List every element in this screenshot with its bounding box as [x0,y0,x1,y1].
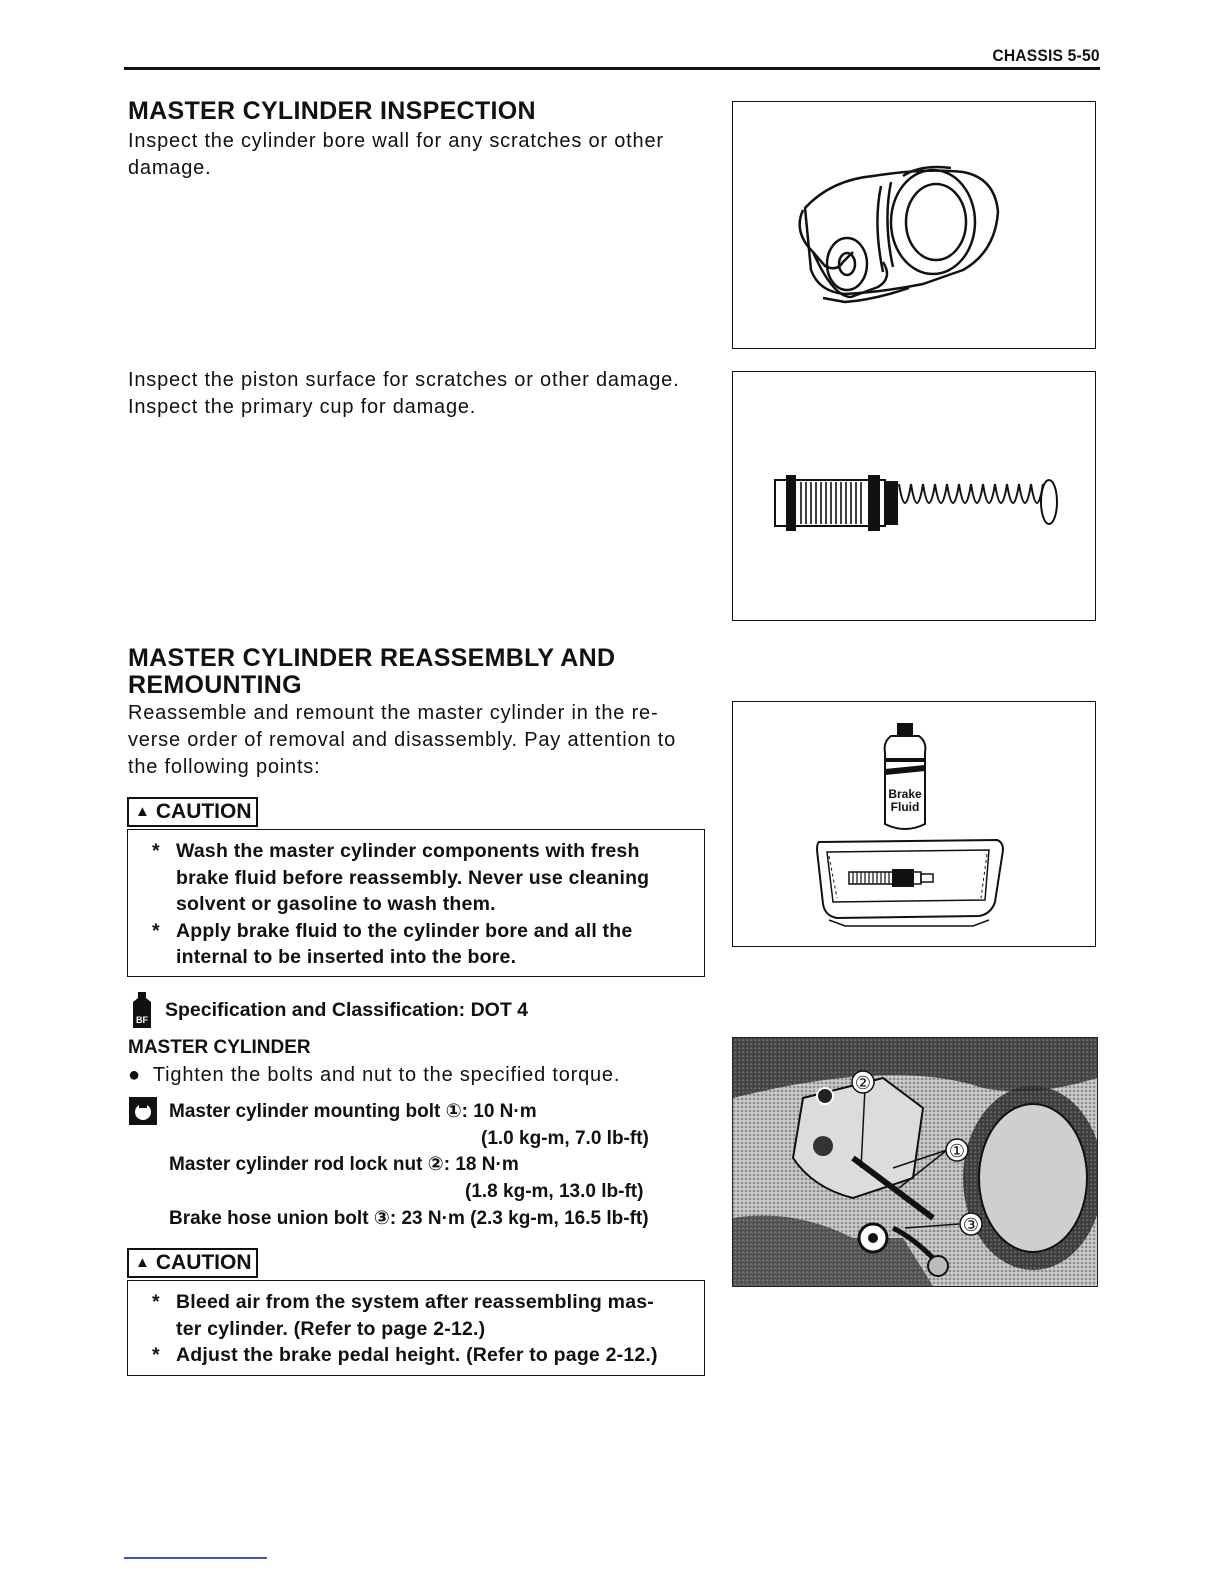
callout-1: ① [948,1141,966,1162]
header-rule [124,67,1100,70]
figure-cylinder-bore [732,101,1096,349]
section-title-inspection: MASTER CYLINDER INSPECTION [128,97,536,125]
text-line: the following points: [128,756,321,778]
page-header-label: CHASSIS 5-50 [992,46,1100,65]
text-line: verse order of removal and disassembly. Pay attention to [128,729,677,751]
text-line: Reassemble and remount the master cylinder in the re- [128,702,659,724]
torque-spec-rod-lock-nut: Master cylinder rod lock nut ②: 18 N·m [169,1154,519,1175]
icon-label: BF [136,1015,148,1025]
callout-2: ② [854,1073,872,1094]
text-line: * Apply brake fluid to the cylinder bore and all the [176,919,633,942]
text-line: damage. [128,157,212,179]
title-line: MASTER CYLINDER REASSEMBLY AND [128,644,616,672]
caution-item [152,918,690,971]
text-line: Inspect the piston surface for scratches or other damage. [128,369,680,391]
caution-item [152,1289,690,1342]
bullet-text: Tighten the bolts and nut to the specified torque. [152,1064,621,1086]
master-cylinder-illustration [733,102,1096,349]
brake-fluid-spec [129,990,528,1030]
inspection-paragraph-2 [128,367,679,421]
figure-piston-assembly [732,371,1096,621]
brake-fluid-tray-illustration [733,702,1096,947]
caution-label: CAUTION [155,800,252,823]
caution-box-1 [127,829,705,977]
can-label-brake: Brake [888,787,922,801]
text-line: Inspect the primary cup for damage. [128,396,477,418]
text-line: internal to be inserted into the bore. [176,946,517,968]
reassembly-intro [128,700,676,781]
caution-tag-2 [127,1248,258,1278]
brake-fluid-can-icon [129,990,155,1030]
caution-label: CAUTION [155,1251,252,1274]
can-label-fluid: Fluid [890,800,920,814]
text-line: Inspect the cylinder bore wall for any scratches or other [128,130,664,152]
title-line: REMOUNTING [128,671,302,699]
footer-link-underline [124,1557,267,1559]
section-title-reassembly [128,645,615,699]
callout-3: ③ [962,1215,980,1236]
piston-spring-illustration [733,372,1096,621]
caution-item [152,1342,690,1369]
inspection-paragraph-1 [128,128,664,182]
warning-triangle-icon: ▲ [135,1254,150,1271]
sub-title-master-cylinder: MASTER CYLINDER [128,1037,311,1058]
figure-brake-fluid-wash [732,701,1096,947]
bullet-dot-icon: ● [128,1064,141,1086]
spec-text: Specification and Classification: DOT 4 [165,998,528,1021]
text-line: solvent or gasoline to wash them. [176,893,496,915]
photo-illustration [733,1038,1097,1286]
text-line: * Bleed air from the system after reassembling mas- [176,1291,654,1313]
text-line: ter cylinder. (Refer to page 2-12.) [176,1317,486,1340]
torque-spec-mounting-bolt: Master cylinder mounting bolt ①: 10 N·m [169,1101,537,1122]
torque-spec-union-bolt: Brake hose union bolt ③: 23 N·m (2.3 kg-m, 16.5 lb-ft) [169,1208,649,1229]
bullet-line [128,1062,620,1089]
caution-box-2 [127,1280,705,1376]
caution-tag-1 [127,797,258,827]
text-line: brake fluid before reassembly. Never use cleaning [176,866,650,889]
torque-spec-rod-lock-nut-alt: (1.8 kg-m, 13.0 lb-ft) [465,1181,644,1202]
torque-spec-mounting-bolt-alt: (1.0 kg-m, 7.0 lb-ft) [481,1128,649,1149]
text-line: * Wash the master cylinder components with fresh [176,840,640,862]
text-line: * Adjust the brake pedal height. (Refer to page 2-12.) [176,1344,658,1366]
warning-triangle-icon: ▲ [135,803,150,820]
figure-installed-master-cylinder-photo [732,1037,1098,1287]
caution-item [152,838,690,918]
torque-wrench-icon [128,1096,158,1126]
